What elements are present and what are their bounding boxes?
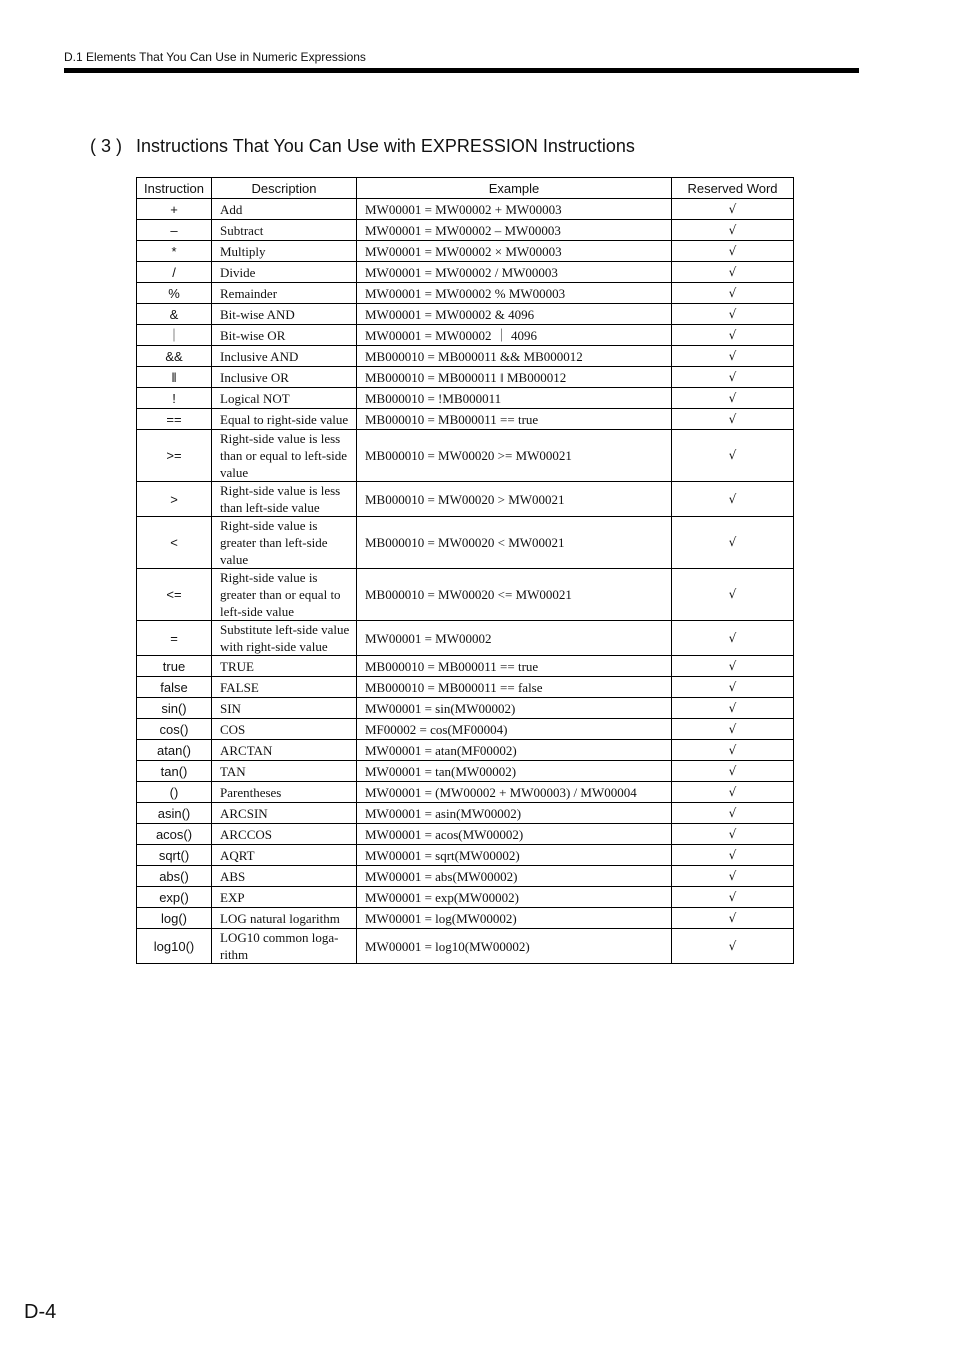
cell-description: Inclusive OR — [212, 367, 357, 388]
cell-description: ARCSIN — [212, 803, 357, 824]
table-row — [137, 929, 794, 964]
cell-reserved-word: √ — [672, 908, 794, 929]
cell-instruction: && — [137, 346, 212, 367]
cell-instruction: % — [137, 283, 212, 304]
table-row — [137, 698, 794, 719]
cell-reserved-word: √ — [672, 241, 794, 262]
cell-reserved-word: √ — [672, 409, 794, 430]
cell-example: MW00001 = log10(MW00002) — [357, 929, 672, 964]
table-row — [137, 740, 794, 761]
page-number: D-4 — [24, 1301, 57, 1323]
cell-reserved-word: √ — [672, 569, 794, 621]
cell-reserved-word: √ — [672, 887, 794, 908]
cell-example: MW00001 = asin(MW00002) — [357, 803, 672, 824]
cell-description: Subtract — [212, 220, 357, 241]
cell-description: AQRT — [212, 845, 357, 866]
table-row — [137, 621, 794, 656]
cell-description: COS — [212, 719, 357, 740]
cell-example: MW00001 = log(MW00002) — [357, 908, 672, 929]
cell-description: ARCCOS — [212, 824, 357, 845]
cell-description: Divide — [212, 262, 357, 283]
cell-instruction: > — [137, 482, 212, 517]
cell-example: MB000010 = !MB000011 — [357, 388, 672, 409]
table-row — [137, 283, 794, 304]
cell-reserved-word: √ — [672, 346, 794, 367]
table-row — [137, 482, 794, 517]
cell-instruction: < — [137, 517, 212, 569]
header-rule — [64, 68, 859, 73]
cell-reserved-word: √ — [672, 866, 794, 887]
cell-reserved-word: √ — [672, 845, 794, 866]
cell-description: ARCTAN — [212, 740, 357, 761]
cell-reserved-word: √ — [672, 517, 794, 569]
cell-example: MW00001 = MW00002 ｜ 4096 — [357, 325, 672, 346]
cell-example: MW00001 = tan(MW00002) — [357, 761, 672, 782]
cell-reserved-word: √ — [672, 283, 794, 304]
cell-example: MB000010 = MW00020 <= MW00021 — [357, 569, 672, 621]
cell-example: MW00001 = abs(MW00002) — [357, 866, 672, 887]
table-row — [137, 241, 794, 262]
cell-example: MB000010 = MW00020 >= MW00021 — [357, 430, 672, 482]
table-row — [137, 761, 794, 782]
section-number: ( 3 ) — [90, 136, 123, 156]
section-title: Instructions That You Can Use with EXPRESSION Instructions — [136, 136, 635, 156]
table-row — [137, 803, 794, 824]
cell-reserved-word: √ — [672, 304, 794, 325]
cell-example: MB000010 = MB000011 == true — [357, 656, 672, 677]
table-row — [137, 346, 794, 367]
column-header-reserved-word: Reserved Word — [672, 178, 794, 199]
cell-example: MW00001 = MW00002 & 4096 — [357, 304, 672, 325]
table-row — [137, 824, 794, 845]
cell-instruction: ! — [137, 388, 212, 409]
cell-description: Right-side value is greater than left-side value — [212, 517, 357, 569]
table-row — [137, 719, 794, 740]
cell-example: MW00001 = MW00002 – MW00003 — [357, 220, 672, 241]
cell-instruction: ‖ — [137, 367, 212, 388]
running-header: D.1 Elements That You Can Use in Numeric Expressions — [64, 50, 366, 64]
cell-instruction: false — [137, 677, 212, 698]
cell-reserved-word: √ — [672, 430, 794, 482]
column-header-instruction: Instruction — [137, 178, 212, 199]
cell-instruction: cos() — [137, 719, 212, 740]
cell-reserved-word: √ — [672, 388, 794, 409]
table-row — [137, 409, 794, 430]
cell-example: MW00001 = acos(MW00002) — [357, 824, 672, 845]
cell-reserved-word: √ — [672, 761, 794, 782]
cell-instruction: asin() — [137, 803, 212, 824]
cell-reserved-word: √ — [672, 929, 794, 964]
cell-reserved-word: √ — [672, 803, 794, 824]
cell-reserved-word: √ — [672, 367, 794, 388]
column-header-description: Description — [212, 178, 357, 199]
table-row — [137, 677, 794, 698]
cell-reserved-word: √ — [672, 719, 794, 740]
cell-description: Right-side value is less than left-side value — [212, 482, 357, 517]
table-row — [137, 430, 794, 482]
cell-description: Bit-wise OR — [212, 325, 357, 346]
table-row — [137, 656, 794, 677]
cell-description: FALSE — [212, 677, 357, 698]
cell-instruction: sin() — [137, 698, 212, 719]
table-row — [137, 866, 794, 887]
cell-description: Bit-wise AND — [212, 304, 357, 325]
table-row — [137, 367, 794, 388]
cell-instruction: log() — [137, 908, 212, 929]
cell-reserved-word: √ — [672, 677, 794, 698]
cell-example: MB000010 = MB000011 ‖ MB000012 — [357, 367, 672, 388]
cell-instruction: == — [137, 409, 212, 430]
table-row — [137, 569, 794, 621]
cell-reserved-word: √ — [672, 262, 794, 283]
cell-example: MW00001 = exp(MW00002) — [357, 887, 672, 908]
table-row — [137, 887, 794, 908]
cell-example: MW00001 = MW00002 / MW00003 — [357, 262, 672, 283]
cell-example: MB000010 = MB000011 == false — [357, 677, 672, 698]
table-row — [137, 199, 794, 220]
table-row — [137, 388, 794, 409]
instructions-table — [136, 177, 794, 964]
table-row — [137, 908, 794, 929]
cell-description: TRUE — [212, 656, 357, 677]
cell-instruction: log10() — [137, 929, 212, 964]
cell-reserved-word: √ — [672, 199, 794, 220]
cell-example: MW00001 = (MW00002 + MW00003) / MW00004 — [357, 782, 672, 803]
cell-reserved-word: √ — [672, 740, 794, 761]
cell-instruction: () — [137, 782, 212, 803]
cell-description: LOG natural logarithm — [212, 908, 357, 929]
cell-description: SIN — [212, 698, 357, 719]
cell-instruction: acos() — [137, 824, 212, 845]
cell-example: MW00001 = MW00002 — [357, 621, 672, 656]
cell-instruction: <= — [137, 569, 212, 621]
cell-description: EXP — [212, 887, 357, 908]
cell-description: Add — [212, 199, 357, 220]
cell-description: TAN — [212, 761, 357, 782]
cell-example: MW00001 = MW00002 % MW00003 — [357, 283, 672, 304]
cell-description: LOG10 common loga-rithm — [212, 929, 357, 964]
cell-reserved-word: √ — [672, 482, 794, 517]
cell-example: MB000010 = MB000011 == true — [357, 409, 672, 430]
cell-description: Remainder — [212, 283, 357, 304]
cell-description: Logical NOT — [212, 388, 357, 409]
cell-description: Substitute left-side value with right-side value — [212, 621, 357, 656]
table-row — [137, 782, 794, 803]
table-row — [137, 845, 794, 866]
cell-description: Inclusive AND — [212, 346, 357, 367]
cell-reserved-word: √ — [672, 782, 794, 803]
cell-example: MW00001 = MW00002 + MW00003 — [357, 199, 672, 220]
cell-example: MF00002 = cos(MF00004) — [357, 719, 672, 740]
cell-example: MW00001 = MW00002 × MW00003 — [357, 241, 672, 262]
cell-instruction: * — [137, 241, 212, 262]
table-row — [137, 304, 794, 325]
cell-instruction: abs() — [137, 866, 212, 887]
cell-description: Right-side value is greater than or equal to left-side value — [212, 569, 357, 621]
cell-reserved-word: √ — [672, 220, 794, 241]
cell-description: ABS — [212, 866, 357, 887]
cell-instruction: exp() — [137, 887, 212, 908]
table-row — [137, 262, 794, 283]
cell-description: Equal to right-side value — [212, 409, 357, 430]
cell-instruction: + — [137, 199, 212, 220]
cell-instruction: tan() — [137, 761, 212, 782]
cell-example: MB000010 = MB000011 && MB000012 — [357, 346, 672, 367]
cell-instruction: = — [137, 621, 212, 656]
cell-description: Multiply — [212, 241, 357, 262]
cell-example: MW00001 = sqrt(MW00002) — [357, 845, 672, 866]
cell-example: MB000010 = MW00020 < MW00021 — [357, 517, 672, 569]
cell-description: Right-side value is less than or equal to left-side value — [212, 430, 357, 482]
cell-instruction: / — [137, 262, 212, 283]
table-header-row — [137, 178, 794, 199]
cell-example: MB000010 = MW00020 > MW00021 — [357, 482, 672, 517]
table-row — [137, 517, 794, 569]
cell-instruction: sqrt() — [137, 845, 212, 866]
cell-instruction: atan() — [137, 740, 212, 761]
cell-example: MW00001 = sin(MW00002) — [357, 698, 672, 719]
cell-reserved-word: √ — [672, 698, 794, 719]
cell-instruction: ｜ — [137, 325, 212, 346]
column-header-example: Example — [357, 178, 672, 199]
cell-instruction: – — [137, 220, 212, 241]
section-heading — [90, 136, 635, 157]
cell-instruction: >= — [137, 430, 212, 482]
cell-reserved-word: √ — [672, 824, 794, 845]
cell-instruction: & — [137, 304, 212, 325]
cell-description: Parentheses — [212, 782, 357, 803]
cell-instruction: true — [137, 656, 212, 677]
cell-reserved-word: √ — [672, 656, 794, 677]
table-row — [137, 220, 794, 241]
cell-example: MW00001 = atan(MF00002) — [357, 740, 672, 761]
cell-reserved-word: √ — [672, 325, 794, 346]
table-row — [137, 325, 794, 346]
cell-reserved-word: √ — [672, 621, 794, 656]
